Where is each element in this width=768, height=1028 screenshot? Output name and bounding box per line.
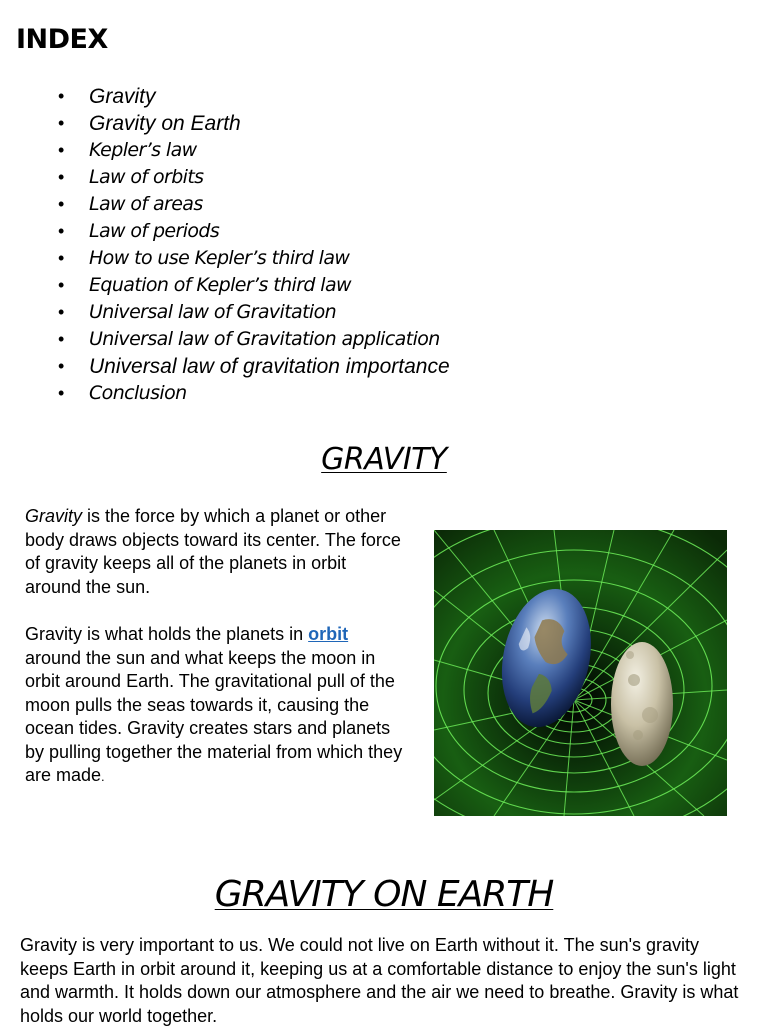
index-item-gravity[interactable] [0, 83, 450, 110]
index-item-label: Gravity [89, 85, 156, 108]
index-item-equation-of-keplers-third-law[interactable] [0, 272, 450, 299]
index-item-label: Equation of Kepler’s third law [89, 274, 351, 296]
bullet-icon: • [58, 113, 65, 133]
gravity-on-earth-body-text: Gravity is very important to us. We could not live on Earth without it. The sun's gravity keeps Earth in orbit around it, keeping us at a comfortable distance to enjoy the sun's light and warmth. It holds down our atmosphere and the air we need to breathe. Gravity is what holds our world together. [20, 935, 739, 1026]
earth-moon-spacetime-grid-image [434, 530, 727, 816]
bullet-icon: • [58, 356, 65, 376]
bullet-icon: • [58, 248, 64, 268]
index-item-law-of-areas[interactable] [0, 191, 450, 218]
gravity-paragraph-2-start: Gravity is what holds the planets in [25, 624, 309, 644]
index-item-universal-law-application[interactable] [0, 326, 450, 353]
gravity-term: Gravity [25, 506, 83, 526]
bullet-icon: • [58, 86, 65, 106]
index-item-label: Universal law of gravitation importance [89, 355, 450, 378]
index-list [0, 83, 450, 407]
gravity-on-earth-section-title: GRAVITY ON EARTH [214, 874, 554, 915]
gravity-paragraph-2-text: around the sun and what keeps the moon in orbit around Earth. The gravitational pull of the moon pulls the seas towards it, causing the ocean tides. Gravity creates stars and planets by pulling together the material from which they are made [25, 647, 403, 785]
index-item-label: Law of areas [89, 193, 203, 215]
index-title: INDEX [16, 24, 108, 55]
gravity-section-title: GRAVITY [321, 442, 447, 477]
index-item-how-to-use-keplers-third-law[interactable] [0, 245, 450, 272]
gravity-paragraph-2-end: . [101, 769, 105, 784]
index-item-label: Universal law of Gravitation [89, 301, 337, 323]
bullet-icon: • [58, 302, 64, 322]
index-item-universal-law-importance[interactable] [0, 353, 450, 380]
bullet-icon: • [58, 329, 64, 349]
bullet-icon: • [58, 194, 64, 214]
index-item-law-of-periods[interactable] [0, 218, 450, 245]
index-item-law-of-orbits[interactable] [0, 164, 450, 191]
bullet-icon: • [58, 167, 64, 187]
index-item-label: How to use Kepler’s third law [89, 247, 350, 269]
index-item-label: Law of periods [89, 220, 220, 242]
index-item-label: Conclusion [89, 382, 187, 404]
index-item-universal-law-of-gravitation[interactable] [0, 299, 450, 326]
gravity-paragraph-1 [25, 505, 405, 599]
gravity-paragraph-1-text: is the force by which a planet or other body draws objects toward its center. The force of gravity keeps all of the planets in orbit around the sun. [25, 506, 401, 597]
index-item-label: Law of orbits [89, 166, 204, 188]
index-item-label: Gravity on Earth [89, 112, 241, 135]
bullet-icon: • [58, 383, 64, 403]
bullet-icon: • [58, 221, 64, 241]
moon-sphere [611, 642, 673, 766]
gravity-body-text [25, 505, 405, 789]
index-item-label: Kepler’s law [89, 139, 197, 161]
index-item-keplers-law[interactable] [0, 137, 450, 164]
gravity-paragraph-2 [25, 623, 405, 789]
bullet-icon: • [58, 140, 64, 160]
bullet-icon: • [58, 275, 64, 295]
index-item-conclusion[interactable] [0, 380, 450, 407]
orbit-link[interactable]: orbit [308, 624, 349, 644]
index-item-label: Universal law of Gravitation application [89, 328, 440, 350]
index-item-gravity-on-earth[interactable] [0, 110, 450, 137]
